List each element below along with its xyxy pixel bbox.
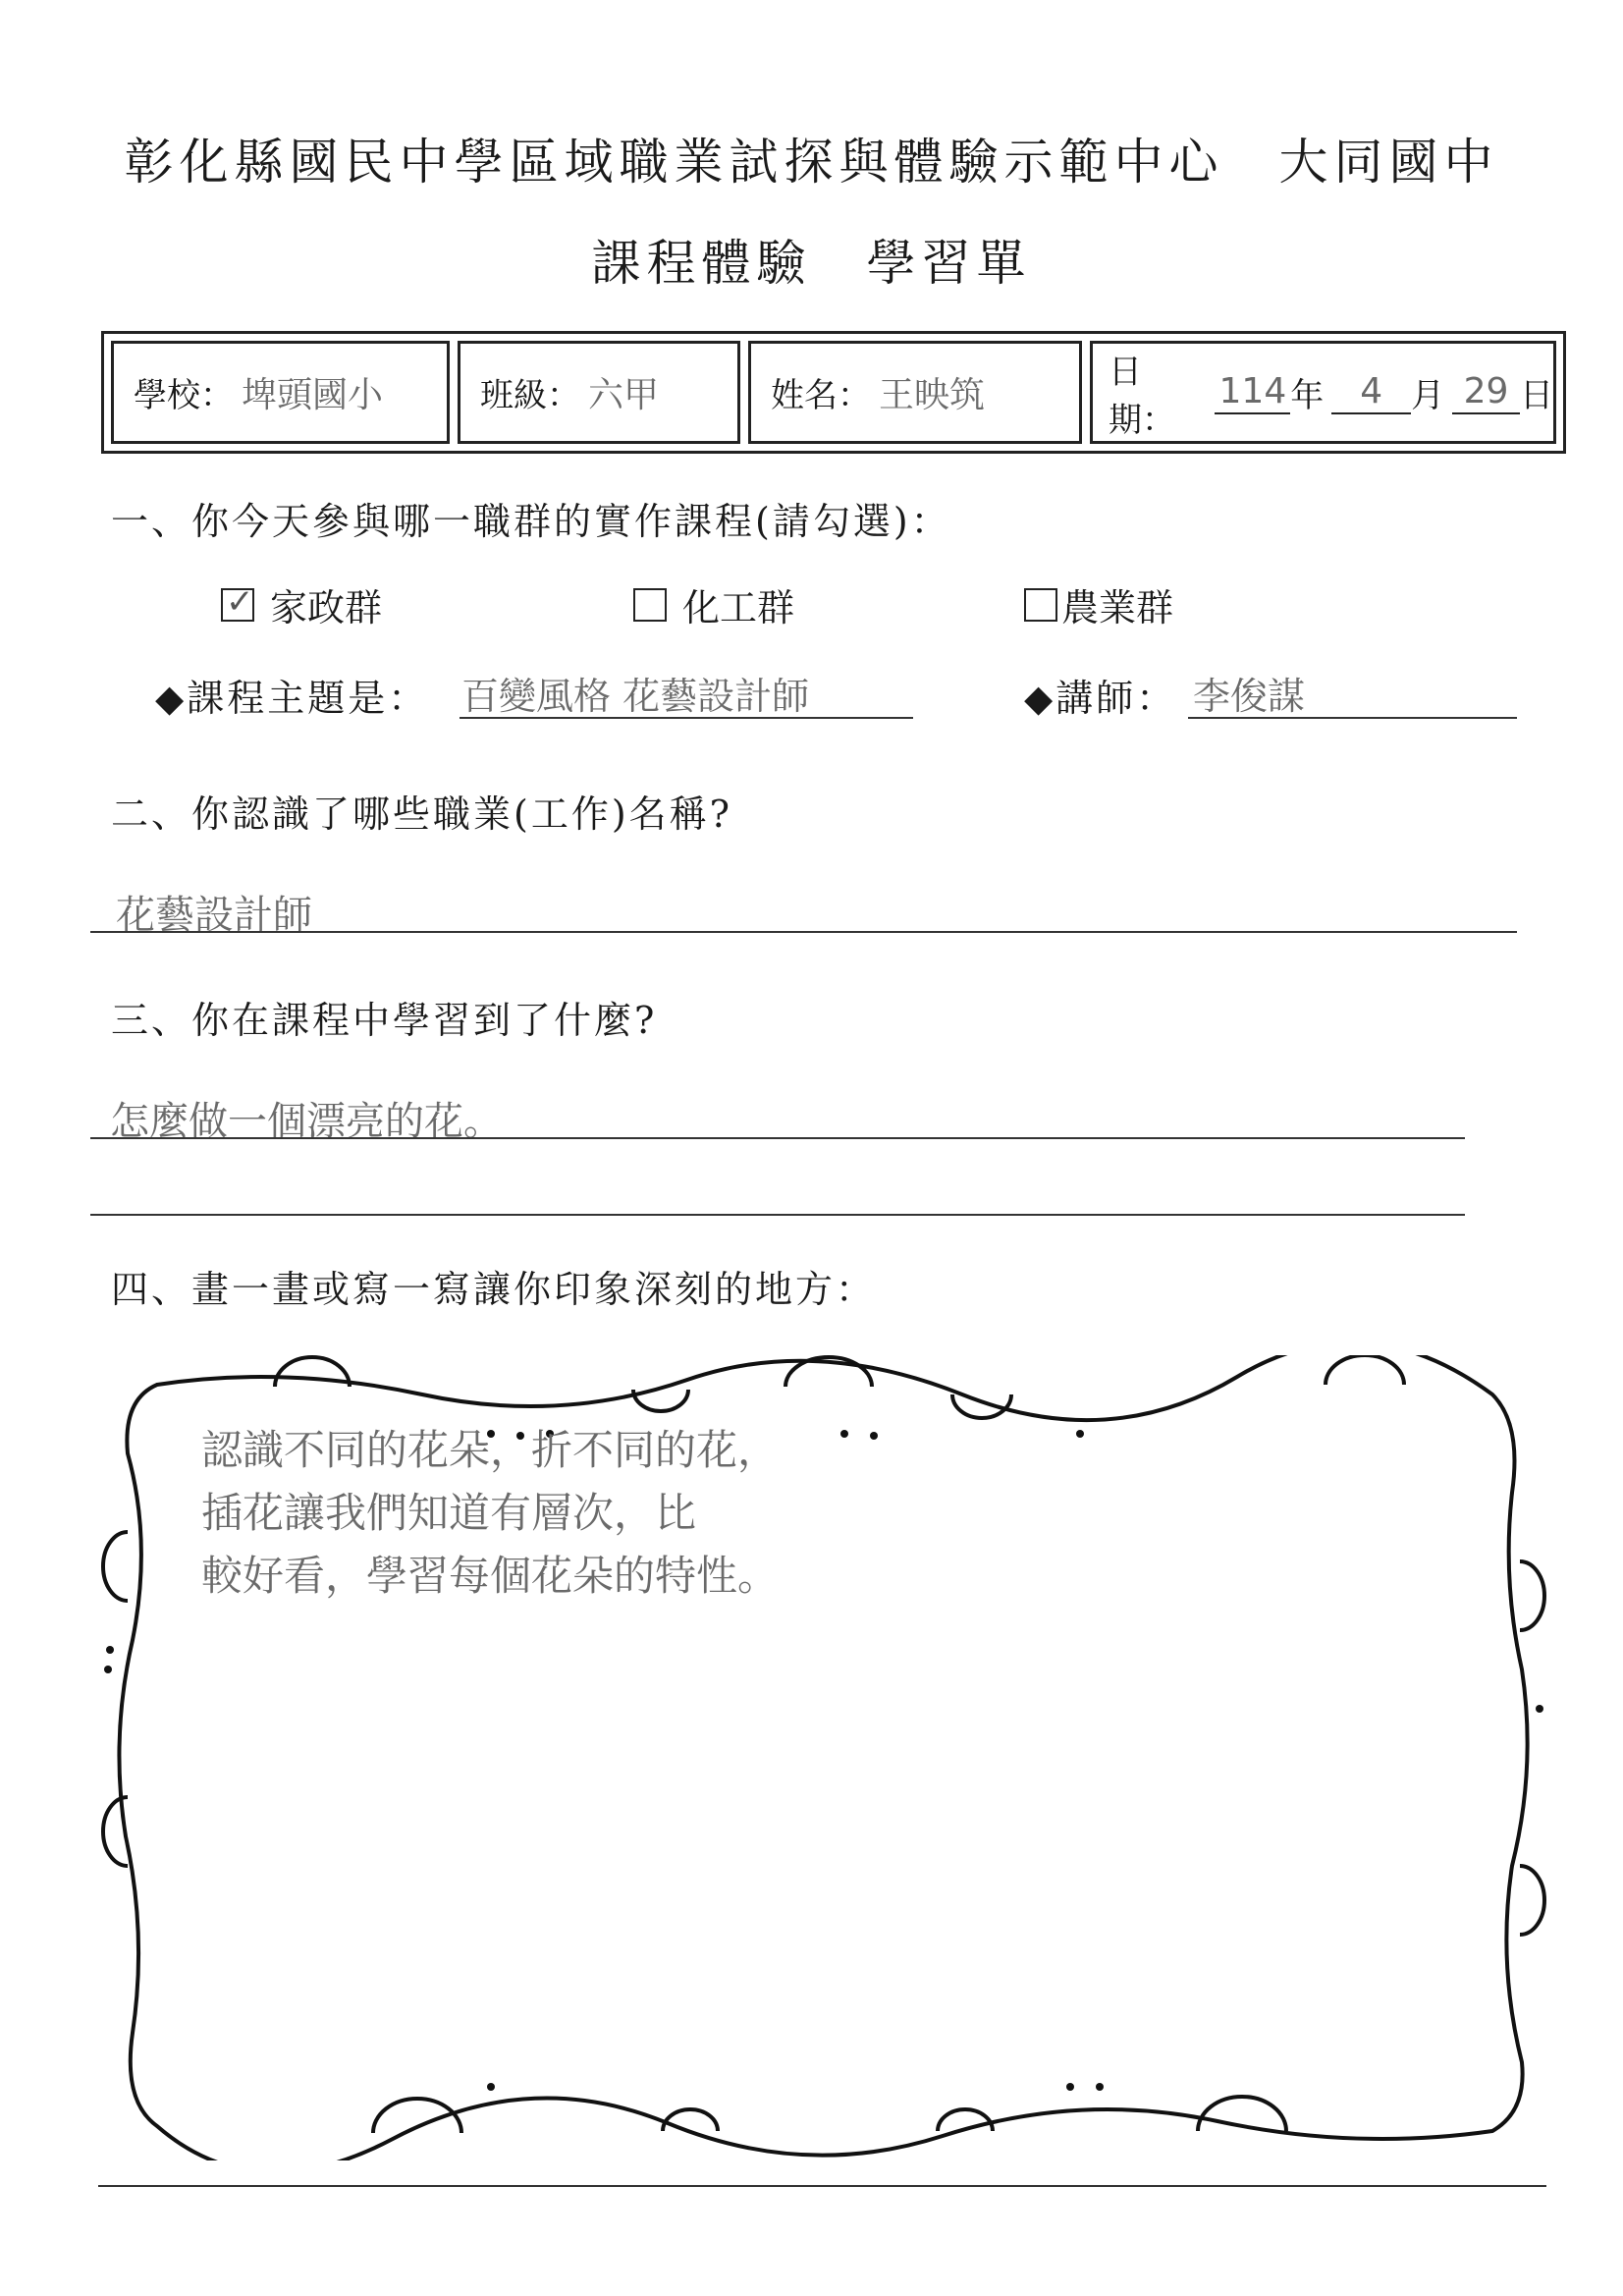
name-value[interactable]: 王映筑 [879, 375, 986, 415]
answer-4-line: 插花讓我們知道有層次，比 [201, 1489, 697, 1537]
date-label: 日期： [1109, 352, 1175, 440]
answer-2[interactable]: 花藝設計師 [116, 893, 312, 938]
class-label: 班級： [480, 376, 580, 415]
date-cell [1090, 341, 1556, 444]
page-title: 彰化縣國民中學區域職業試探與體驗示範中心 大同國中 [124, 134, 1499, 191]
answer-4-line: 認識不同的花朵，折不同的花， [201, 1426, 780, 1474]
checkbox-home-economics[interactable] [221, 581, 254, 622]
school-label: 學校： [134, 376, 234, 415]
answer-3-line-1 [90, 1137, 1465, 1139]
name-label: 姓名： [771, 376, 871, 415]
topic-value[interactable]: 百變風格 花藝設計師 [461, 675, 810, 718]
checkbox-chemical[interactable] [633, 588, 667, 622]
topic-underline [460, 717, 913, 719]
check-mark-icon: ✓ [226, 581, 254, 622]
option-label-chemical: 化工群 [682, 586, 795, 629]
option-home-economics[interactable] [221, 577, 382, 631]
teacher-value[interactable]: 李俊謀 [1193, 675, 1306, 718]
teacher-label: ◆講師： [1024, 677, 1177, 720]
question-3: 三、你在課程中學習到了什麼? [111, 999, 658, 1042]
topic-label: ◆課程主題是： [155, 677, 429, 720]
month-value[interactable]: 4 [1331, 371, 1411, 414]
answer-3-line-2 [90, 1214, 1465, 1216]
school-cell [111, 341, 450, 444]
option-label-agriculture: 農業群 [1061, 586, 1174, 629]
page-subtitle: 課程體驗 學習單 [591, 235, 1032, 292]
day-value[interactable]: 29 [1452, 371, 1520, 414]
day-unit: 日 [1520, 376, 1554, 415]
year-unit: 年 [1290, 376, 1325, 415]
class-cell [458, 341, 740, 444]
answer-4-line: 較好看，學習每個花朵的特性。 [201, 1552, 780, 1600]
question-2: 二、你認識了哪些職業(工作)名稱? [111, 793, 733, 836]
class-value[interactable]: 六甲 [588, 375, 660, 415]
answer-2-line [90, 931, 1517, 933]
year-value[interactable]: 114 [1215, 371, 1290, 414]
question-1: 一、你今天參與哪一職群的實作課程(請勾選)： [111, 500, 951, 543]
name-cell [748, 341, 1082, 444]
option-agriculture[interactable] [1024, 577, 1173, 631]
bottom-line [98, 2185, 1546, 2187]
answer-3[interactable]: 怎麼做一個漂亮的花。 [110, 1099, 503, 1144]
month-unit: 月 [1411, 376, 1445, 415]
school-value[interactable]: 埤頭國小 [242, 375, 384, 415]
answer-4-text[interactable] [201, 1419, 779, 1608]
option-label-home-economics: 家政群 [270, 586, 383, 629]
option-chemical[interactable] [633, 577, 794, 631]
question-4: 四、畫一畫或寫一寫讓你印象深刻的地方： [111, 1268, 877, 1311]
teacher-underline [1188, 717, 1517, 719]
checkbox-agriculture[interactable] [1024, 588, 1057, 622]
